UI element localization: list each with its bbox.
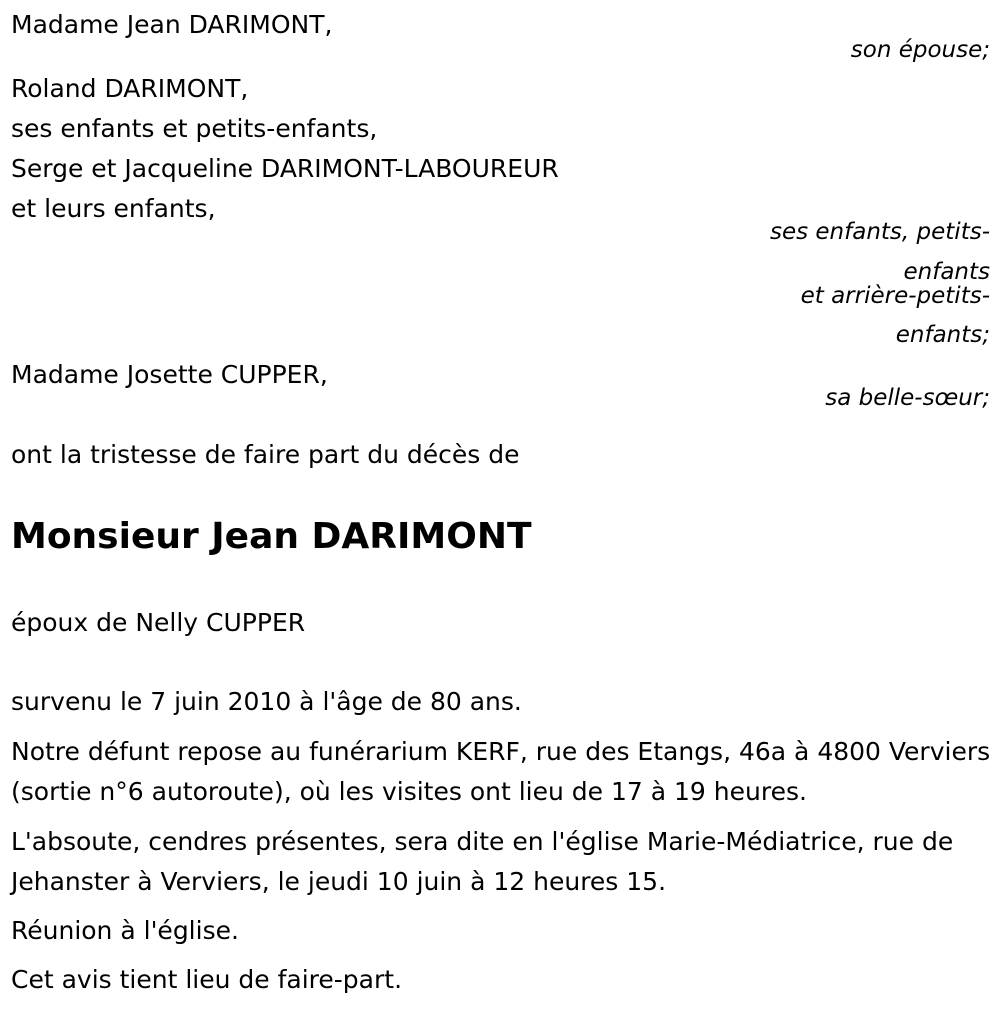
family-relation: enfants; bbox=[895, 322, 990, 348]
family-member-name: Madame Jean DARIMONT, bbox=[11, 10, 333, 39]
deceased-name: Monsieur Jean DARIMONT bbox=[11, 516, 532, 557]
family-relation: et arrière-petits- bbox=[800, 283, 990, 309]
family-relation: sa belle-sœur; bbox=[825, 385, 990, 411]
family-member-name: ses enfants et petits-enfants, bbox=[11, 114, 378, 143]
detail-paragraph: L'absoute, cendres présentes, sera dite en l'église Marie-Médiatrice, rue de Jehanster à Verviers, le jeudi 10 juin à 12 heures 15. bbox=[11, 827, 954, 896]
announcement-text: ont la tristesse de faire part du décès de bbox=[11, 440, 520, 469]
family-relation: son épouse; bbox=[850, 37, 990, 63]
family-member-name: et leurs enfants, bbox=[11, 194, 216, 223]
family-member-name: Serge et Jacqueline DARIMONT-LABOUREUR bbox=[11, 154, 559, 183]
detail-paragraph: Notre défunt repose au funérarium KERF, rue des Etangs, 46a à 4800 Verviers (sortie n°6 autoroute), où les visites ont lieu de 17 à 19 heures. bbox=[11, 737, 991, 806]
family-relation: ses enfants, petits- bbox=[769, 219, 990, 245]
detail-paragraph: Réunion à l'église. bbox=[11, 916, 239, 945]
detail-paragraph: Cet avis tient lieu de faire-part. bbox=[11, 965, 403, 994]
family-member-name: Madame Josette CUPPER, bbox=[11, 360, 328, 389]
detail-paragraph: survenu le 7 juin 2010 à l'âge de 80 ans. bbox=[11, 687, 522, 716]
family-relation: enfants bbox=[903, 259, 990, 285]
deceased-spouse: époux de Nelly CUPPER bbox=[11, 608, 306, 637]
family-member-name: Roland DARIMONT, bbox=[11, 74, 249, 103]
